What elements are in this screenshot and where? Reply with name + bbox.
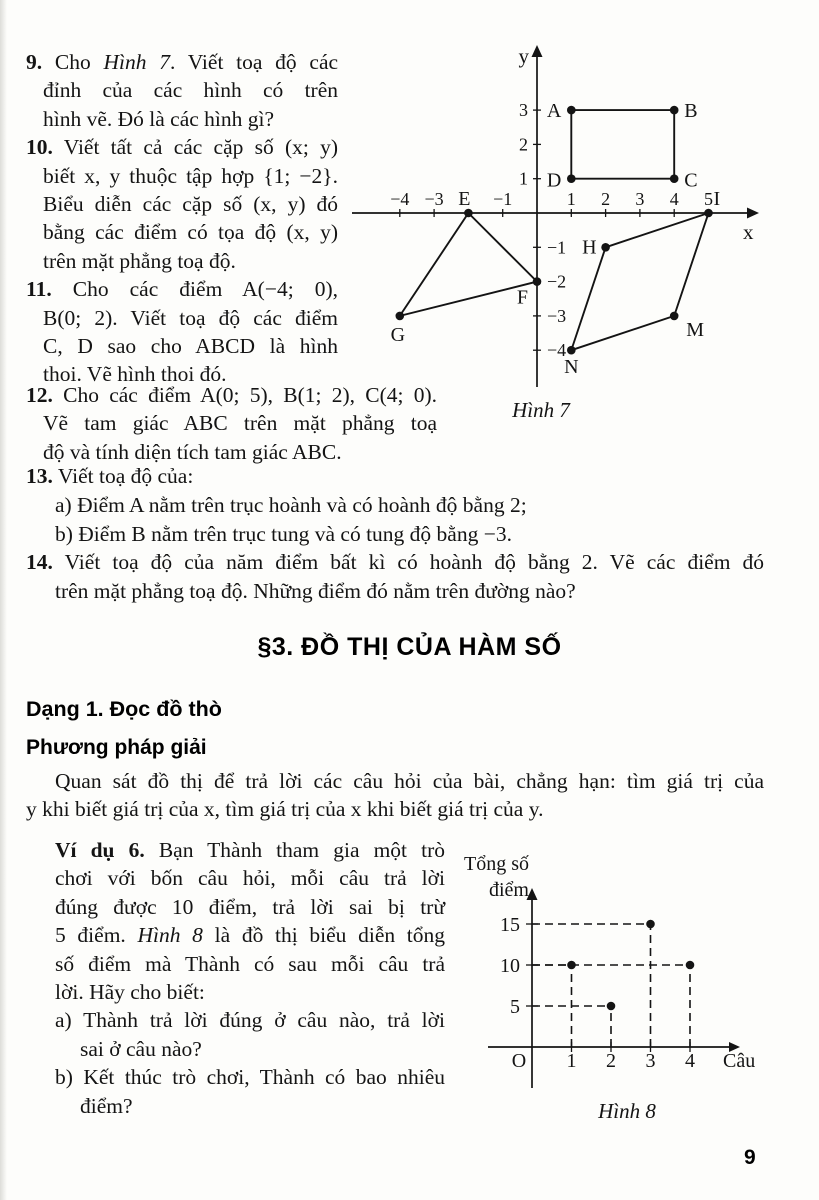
example-6-line-1 <box>55 836 445 864</box>
text-segment: a) Điểm A nằm trên trục hoành và có hoành độ bằng 2; <box>55 492 527 517</box>
text-segment: chơi với bốn câu hỏi, mỗi câu trả lời <box>55 866 445 891</box>
text-segment: trên mặt phẳng toạ độ. Những điểm đó nằm trên đường nào? <box>55 579 576 604</box>
text-segment: điểm? <box>80 1093 133 1118</box>
exercise-9-line-1 <box>26 48 338 76</box>
text-segment: trên mặt phẳng toạ độ. <box>43 248 236 273</box>
text-segment: Cho các điểm A(0; 5), B(1; 2), C(4; 0). <box>63 383 438 407</box>
x-tick-label: 1 <box>566 1050 577 1072</box>
text-line <box>26 577 764 606</box>
point-D <box>567 174 576 183</box>
exercise-13-number: 13. <box>26 464 53 488</box>
exercise-11-line-1 <box>26 275 338 303</box>
text-line <box>55 978 445 1006</box>
figure-reference: Hình 7 <box>103 50 170 74</box>
origin-label: O <box>511 1050 527 1072</box>
point-G <box>396 312 405 321</box>
x-tick-label: 2 <box>606 1050 616 1072</box>
figure8-caption: Hình 8 <box>598 1099 656 1123</box>
text-segment: lời. Hãy cho biết: <box>55 980 205 1005</box>
exercise-10-line-1 <box>26 133 338 161</box>
page-number: 9 <box>744 1146 756 1169</box>
shape-ABCD <box>571 110 674 179</box>
y-tick-label: −4 <box>547 340 567 361</box>
text-segment: y khi biết giá trị của x, tìm giá trị của x khi biết giá trị của y. <box>26 797 544 822</box>
exercise-13-line-1 <box>26 462 764 491</box>
example-6-label: Ví dụ 6. <box>55 838 145 862</box>
point-N <box>567 346 576 355</box>
y-tick-label: −3 <box>547 305 567 326</box>
text-line <box>26 332 338 360</box>
point-label-M: M <box>686 318 704 341</box>
method-paragraph <box>26 767 764 824</box>
method-heading: Phương pháp giải <box>26 736 207 759</box>
exercise-14-number: 14. <box>26 550 53 575</box>
text-segment: B(0; 2). Viết toạ độ các điểm <box>43 305 338 330</box>
text-line <box>55 921 445 949</box>
text-segment: độ và tính diện tích tam giác ABC. <box>43 439 342 464</box>
y-tick-label: 10 <box>500 955 520 977</box>
example-6-item-b <box>55 1063 445 1091</box>
point-label-D: D <box>546 169 562 192</box>
point-label-G: G <box>390 323 406 346</box>
dang-heading: Dạng 1. Đọc đồ thò <box>26 697 222 721</box>
text-segment: Quan sát đồ thị để trả lời các câu hỏi của bài, chẳng hạn: tìm giá trị của <box>55 769 764 793</box>
y-axis-label: y <box>518 44 529 68</box>
point-label-B: B <box>684 100 698 123</box>
point-I <box>704 209 713 218</box>
text-segment: thoi. Vẽ hình thoi đó. <box>43 362 227 387</box>
section-title: §3. ĐỒ THỊ CỦA HÀM SỐ <box>257 633 562 661</box>
point-H <box>601 243 610 252</box>
x-tick-label: 5 <box>704 189 713 209</box>
text-segment: số điểm mà Thành có sau mỗi câu trả <box>55 951 445 976</box>
y-axis-arrow <box>532 45 543 57</box>
exercise-13-item-a <box>26 491 764 520</box>
text-segment: Vẽ tam giác ABC trên mặt phẳng toạ <box>43 411 437 436</box>
text-segment: C, D sao cho ABCD là hình <box>43 334 338 359</box>
text-segment: Cho các điểm A(−4; 0), <box>72 277 339 302</box>
text-segment: Biểu diễn các cặp số (x, y) đó <box>43 192 338 217</box>
x-tick-label: 2 <box>601 189 611 209</box>
data-point-q4 <box>686 961 695 970</box>
exercise-13-item-b <box>26 520 764 549</box>
x-tick-label: 1 <box>566 189 576 209</box>
text-segment: đúng được 10 điểm, trả lời sai bị trừ <box>55 894 445 919</box>
text-line <box>26 76 338 104</box>
x-tick-label: −4 <box>390 189 410 209</box>
text-segment: đỉnh của các hình có trên <box>43 78 338 103</box>
point-F <box>533 277 542 286</box>
text-segment: a) Thành trả lời đúng ở câu nào, trả lời <box>55 1008 445 1033</box>
exercise-10-number: 10. <box>26 135 53 160</box>
point-label-E: E <box>458 188 471 210</box>
x-axis-label: x <box>743 220 754 244</box>
figure7-caption: Hình 7 <box>512 398 570 422</box>
point-label-A: A <box>546 100 562 123</box>
y-axis-title-line1: Tổng số <box>464 853 529 875</box>
figure-reference: Hình 8 <box>137 923 203 948</box>
y-tick-label: −1 <box>547 237 567 258</box>
text-segment: bằng các điểm có tọa độ (x, y) <box>43 220 338 245</box>
exercise-11-number: 11. <box>26 277 52 302</box>
point-A <box>567 106 576 115</box>
point-M <box>670 312 679 321</box>
y-tick-label: 3 <box>519 100 528 121</box>
exercise-12-number: 12. <box>26 383 53 407</box>
x-tick-label: 3 <box>635 189 645 209</box>
y-axis-title-line2: điểm <box>489 879 529 901</box>
exercises-9-11 <box>26 48 338 389</box>
point-label-C: C <box>684 169 698 192</box>
text-line <box>26 304 338 332</box>
text-line <box>55 864 445 892</box>
point-label-N: N <box>564 356 579 379</box>
data-point-q2 <box>607 1002 616 1011</box>
y-tick-label: −2 <box>547 271 567 292</box>
text-line <box>55 1092 445 1120</box>
text-segment: là đồ thị biểu diễn tổng <box>214 923 446 948</box>
text-line <box>26 767 764 795</box>
text-segment: b) Kết thúc trò chơi, Thành có bao nhiêu <box>55 1065 445 1090</box>
text-segment: Viết tất cả các cặp số (x; y) <box>63 135 338 160</box>
text-line <box>26 795 764 823</box>
example-6-item-a <box>55 1006 445 1034</box>
data-point-q3 <box>646 920 655 929</box>
y-tick-label: 5 <box>510 996 520 1018</box>
x-tick-label: 4 <box>685 1050 695 1072</box>
point-C <box>670 174 679 183</box>
figure-hinh-8 <box>455 830 775 1130</box>
y-tick-label: 1 <box>519 168 528 189</box>
text-segment: Viết toạ độ của năm điểm bất kì có hoành độ bằng 2. Vẽ các điểm đó <box>64 550 764 575</box>
text-segment: b) Điểm B nằm trên trục tung và có tung độ bằng −3. <box>55 521 512 546</box>
exercise-14-line-1 <box>26 548 764 577</box>
text-segment: Cho <box>54 50 91 74</box>
text-line <box>26 105 338 133</box>
x-tick-label: −3 <box>424 189 444 209</box>
x-axis-arrow <box>747 208 759 219</box>
y-tick-label: 2 <box>519 134 528 155</box>
text-segment: 5 điểm. <box>55 923 126 948</box>
figure-hinh-7 <box>345 30 819 425</box>
text-segment: sai ở câu nào? <box>80 1036 202 1061</box>
point-label-H: H <box>582 236 597 259</box>
exercises-13-14 <box>26 462 764 606</box>
text-line <box>55 893 445 921</box>
text-line <box>55 950 445 978</box>
point-label-I: I <box>713 188 721 210</box>
x-tick-label: 4 <box>669 189 679 209</box>
example-6 <box>55 836 445 1120</box>
point-B <box>670 106 679 115</box>
text-segment: . Viết toạ độ các <box>169 50 339 74</box>
data-point-q1 <box>567 961 576 970</box>
x-tick-label: −1 <box>493 189 513 209</box>
text-line <box>55 1035 445 1063</box>
y-tick-label: 15 <box>500 914 520 936</box>
point-label-F: F <box>516 286 528 309</box>
text-segment: hình vẽ. Đó là các hình gì? <box>43 106 275 131</box>
exercise-9-number: 9. <box>26 50 43 74</box>
text-segment: biết x, y thuộc tập hợp {1; −2}. <box>43 163 338 188</box>
text-line <box>26 190 338 218</box>
text-segment: Bạn Thành tham gia một trò <box>158 838 445 862</box>
text-line <box>26 162 338 190</box>
text-segment: Viết toạ độ của: <box>57 464 194 488</box>
x-axis-title: Câu <box>723 1050 756 1072</box>
text-line <box>26 218 338 246</box>
x-tick-label: 3 <box>645 1050 656 1072</box>
text-line <box>26 247 338 275</box>
